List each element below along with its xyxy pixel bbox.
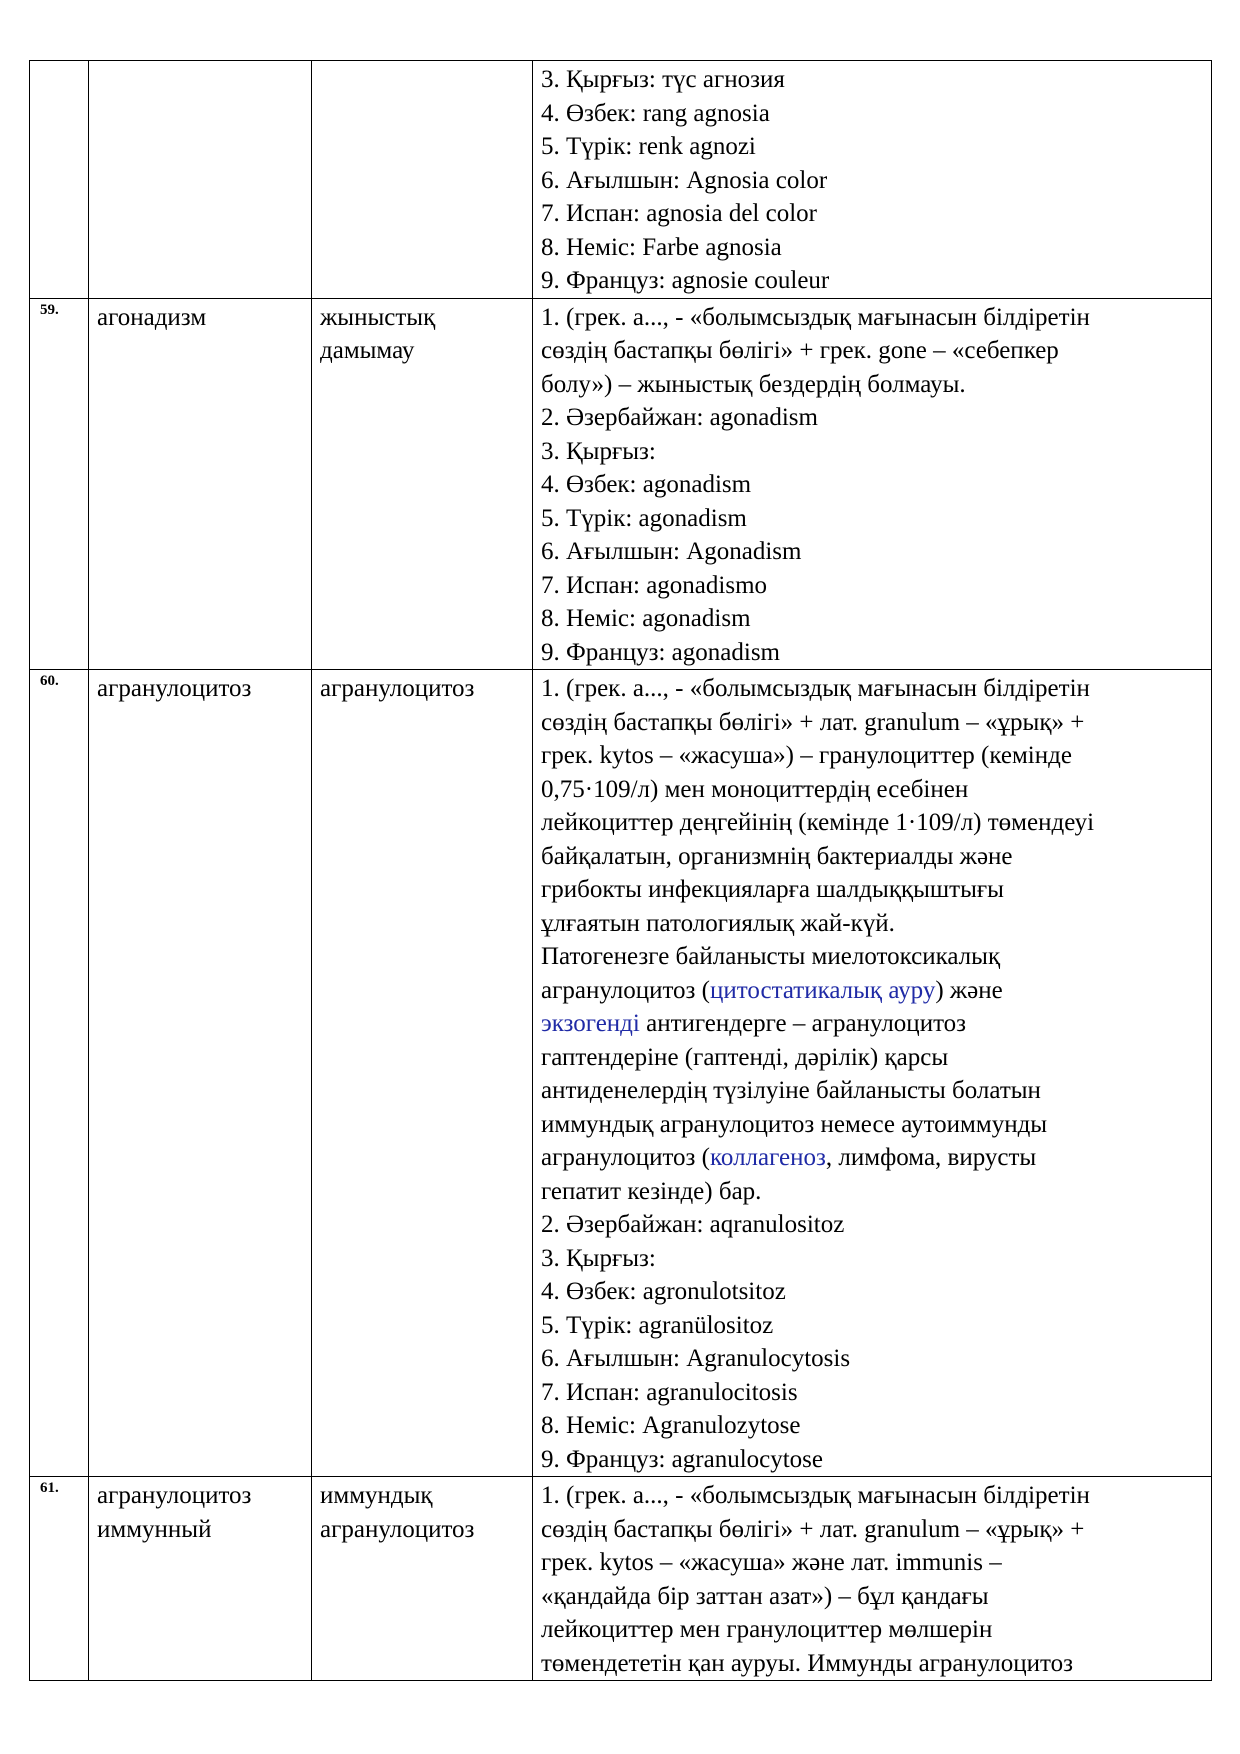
term-kazakh-line: дамымау: [320, 337, 415, 364]
definition-line: 3. Қырғыз:: [541, 437, 656, 465]
definition-line: лейкоциттер мен гранулоциттер мөлшерін: [541, 1616, 993, 1643]
definition-line: 7. Испан: agranulocitosis: [541, 1378, 798, 1406]
definition-line: [541, 1141, 1203, 1175]
term-russian: [89, 670, 312, 1477]
row-number: 59.: [30, 298, 89, 670]
collagenosis-link[interactable]: коллагеноз: [710, 1144, 826, 1171]
terminology-table: [29, 60, 1212, 1681]
definition-line: лейкоциттер деңгейінің (кемінде 1·109/л) төмендеуі: [541, 809, 1095, 836]
definition-line: 5. Түрік: agonadism: [541, 504, 747, 532]
definition-line: ұлғаятын патологиялық жай-күй.: [541, 909, 895, 937]
definition-line: 2. Әзербайжан: agonadism: [541, 404, 818, 431]
text-segment: ) және: [935, 976, 1003, 1004]
text-segment: , лимфома, вирусты: [825, 1144, 1037, 1171]
cytostatic-disease-link[interactable]: цитостатикалық ауру: [710, 976, 936, 1004]
definition-line: [541, 974, 1203, 1008]
definition-line: байқалатын, организмнің бактериалды және: [541, 842, 1013, 870]
term-russian: [89, 61, 312, 299]
definition-line: 1. (грек. а..., - «болымсыздық мағынасын білдіретін: [541, 303, 1090, 331]
definition-line: 8. Неміс: Farbe agnosia: [541, 233, 782, 261]
definition-line: 8. Неміс: Agranulozytose: [541, 1412, 801, 1439]
definition-line: 6. Ағылшын: Agnosia color: [541, 166, 828, 194]
definition-line: [541, 1007, 1203, 1041]
definition-line: 3. Қырғыз:: [541, 1244, 656, 1272]
definition-line: 5. Түрік: agranülositoz: [541, 1311, 774, 1339]
definition-line: 4. Өзбек: agonadism: [541, 471, 752, 498]
table-row: [30, 1477, 1212, 1681]
table-row: [30, 298, 1212, 670]
table-row: [30, 670, 1212, 1477]
term-kazakh: [312, 61, 533, 299]
text-segment: агранулоцитоз (: [541, 976, 711, 1004]
row-number: 60.: [30, 670, 89, 1477]
definition-line: 7. Испан: agnosia del color: [541, 200, 817, 227]
term-kazakh-line: агранулоцитоз: [320, 1515, 475, 1543]
definition: [533, 1477, 1212, 1681]
definition-line: грек. kytos – «жасуша») – гранулоциттер (кемінде: [541, 742, 1072, 769]
term-russian-line: агранулоцитоз: [97, 1482, 252, 1509]
term-russian: [89, 1477, 312, 1681]
text-segment: антигендерге – агранулоцитоз: [639, 1010, 967, 1037]
definition-line: гепатит кезінде) бар.: [541, 1177, 762, 1205]
table-row: [30, 61, 1212, 299]
definition-line: 5. Түрік: renk agnozi: [541, 133, 756, 160]
row-number: 61.: [30, 1477, 89, 1681]
definition-line: 3. Қырғыз: түс агнозия: [541, 66, 785, 93]
term-kazakh-line: жыныстық: [320, 303, 436, 331]
definition-line: сөздің бастапқы бөлігі» + грек. gone – «себепкер: [541, 337, 1059, 364]
definition-line: 9. Француз: agnosie couleur: [541, 267, 830, 294]
definition-line: 1. (грек. а..., - «болымсыздық мағынасын білдіретін: [541, 675, 1090, 702]
term-russian-line: агонадизм: [97, 303, 207, 331]
definition-line: сөздің бастапқы бөлігі» + лат. granulum – «ұрық» +: [541, 708, 1085, 736]
definition-line: 4. Өзбек: rang agnosia: [541, 99, 770, 127]
definition-line: 8. Неміс: agonadism: [541, 605, 751, 632]
term-russian: [89, 298, 312, 670]
definition-line: «қандайда бір заттан азат») – бұл қандағы: [541, 1582, 989, 1610]
term-kazakh: [312, 1477, 533, 1681]
definition-line: 0,75·109/л) мен моноциттердің есебінен: [541, 775, 969, 803]
definition-line: 9. Француз: agranulocytose: [541, 1445, 824, 1473]
definition-line: гаптендеріне (гаптенді, дәрілік) қарсы: [541, 1043, 949, 1071]
definition-line: иммундық агранулоцитоз немесе аутоиммунды: [541, 1110, 1048, 1138]
definition-line: сөздің бастапқы бөлігі» + лат. granulum – «ұрық» +: [541, 1515, 1085, 1543]
term-russian-line: агранулоцитоз: [97, 675, 252, 702]
definition-line: 2. Әзербайжан: aqranulositoz: [541, 1211, 845, 1238]
definition-line: грибокты инфекцияларға шалдыққыштығы: [541, 876, 1004, 903]
definition: [533, 298, 1212, 670]
definition-line: 7. Испан: agonadismo: [541, 571, 768, 599]
term-kazakh: [312, 298, 533, 670]
text-segment: агранулоцитоз (: [541, 1144, 711, 1171]
term-kazakh: [312, 670, 533, 1477]
exogenous-link[interactable]: экзогенді: [541, 1010, 640, 1037]
definition-line: 6. Ағылшын: Agranulocytosis: [541, 1345, 851, 1372]
definition-line: антиденелердің түзілуіне байланысты болатын: [541, 1077, 1041, 1104]
term-kazakh-line: агранулоцитоз: [320, 675, 475, 702]
term-kazakh-line: иммундық: [320, 1482, 433, 1509]
term-russian-line: иммунный: [97, 1515, 212, 1543]
definition-line: 6. Ағылшын: Agonadism: [541, 538, 802, 565]
definition-line: 4. Өзбек: agronulotsitoz: [541, 1278, 786, 1305]
definition-line: грек. kytos – «жасуша» және лат. immunis –: [541, 1549, 1002, 1576]
definition-line: төмендететін қан ауруы. Иммунды агранулоцитоз: [541, 1649, 1073, 1677]
definition-line: болу») – жыныстық бездердің болмауы.: [541, 370, 966, 398]
definition-line: 9. Француз: agonadism: [541, 638, 780, 666]
row-number: [30, 61, 89, 299]
definition: [533, 61, 1212, 299]
definition-line: Патогенезге байланысты миелотоксикалық: [541, 943, 1001, 970]
definition: [533, 670, 1212, 1477]
definition-line: 1. (грек. а..., - «болымсыздық мағынасын білдіретін: [541, 1482, 1090, 1509]
